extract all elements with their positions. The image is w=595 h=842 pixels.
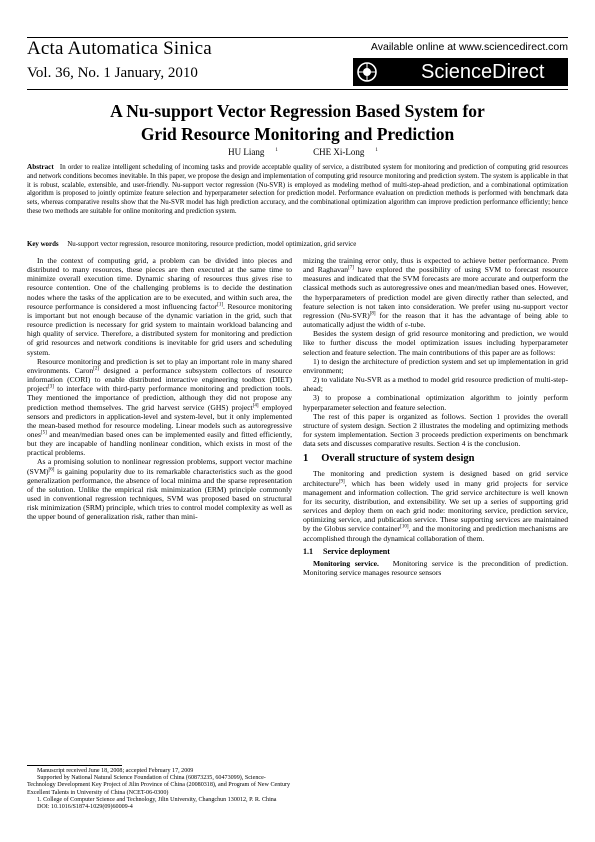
section-number: 1 — [303, 453, 309, 465]
body-paragraph: As a promising solution to nonlinear regression problems, support vector machine (SVM)[6] is gaining popularity due to its remarkable characteristics such as the good generalization performance, the absence of local minima and the sparse representation of the solution. Unlike the empirical risk minimization (ERM) principle commonly used in conventional regression techniques, SVM was proposed based on structural risk minimization (SRM) principle, which tries to control model complexity as well as the upper bound of generalization risk, rather than mini- — [27, 457, 292, 522]
subsection-number: 1.1 — [303, 546, 313, 556]
body-paragraph: In the context of computing grid, a problem can be divided into pieces and distributed to many resources, these pieces are then executed at the same time to minimize overall execution time. Dynamic sharing of resources thus gives rise to resource contention. One of the challenging problems is to decide the destination nodes where the tasks of the application are to be executed, and within such area, the resource performance is considered a most influencing factor[1]. Resource monitoring is important but not enough because of the dynamic variation in the grid, such that resource prediction is necessary for grid system to maintain workload balancing and high quality of service. Therefore, a distributed system for monitoring and prediction of grid resources and network conditions is inevitable for grid users and scheduling system. — [27, 256, 292, 357]
sciencedirect-mark-icon — [353, 58, 381, 86]
contribution-item: 2) to validate Nu-SVR as a method to model grid resource prediction of multi-step-ahead; — [303, 375, 568, 394]
footnote-doi: DOI: 10.1016/S1874-1029(09)60009-4 — [37, 804, 133, 811]
available-online-text: Available online at www.sciencedirect.com — [370, 41, 568, 53]
abstract-label: Abstract — [27, 163, 54, 171]
contribution-item: 3) to propose a combinational optimization algorithm to jointly perform hyperparameter selection and feature selection. — [303, 393, 568, 412]
citation-ref: [8] — [369, 311, 376, 317]
citation-ref: [1] — [217, 302, 224, 308]
paragraph-lead: Monitoring service. — [313, 558, 379, 568]
citation-ref: [3] — [48, 384, 54, 390]
right-column — [303, 256, 568, 577]
citation-ref: [5] — [40, 430, 47, 436]
footnote-affiliation: 1. College of Computer Science and Technology, Jilin University, Changchun 130012, P. R. China — [37, 796, 277, 803]
paper-title-line: A Nu-support Vector Regression Based System for — [110, 101, 485, 121]
header-bottom-rule — [27, 89, 568, 90]
body-paragraph: The monitoring and prediction system is designed based on grid service architecture[9], which has been widely used in many grid projects for service management and information collection. The grid service architecture is well known for its security, distribution, and extensibility. We set up a series of supporting grid services and deploy them on each grid node: monitoring service, prediction service, optimizing service, and publication service. These supporting services are maintained by the Globus service container[10], and the monitoring and prediction mechanisms are accomplished through the dynamical collaboration of them. — [303, 469, 568, 543]
body-paragraph: Besides the system design of grid resource monitoring and prediction, we would like to further discuss the model optimization issues including hyperparameter selection and feature selection. The main contributions of this paper are as follows: — [303, 329, 568, 357]
keywords-label: Key words — [27, 241, 59, 248]
footnote-received: Manuscript received June 18, 2008; accepted February 17, 2009 — [37, 768, 194, 774]
abstract-text: In order to realize intelligent scheduling of incoming tasks and provide acceptable quality of service, a distributed system for monitoring and prediction of computing grid resources and network conditions becomes inevitable. In this paper, we propose the design and implementation of computing grid resource monitoring and prediction system. The system is applicable in that it is robust, scalable, extensible, and user-friendly. Nu-support vector regression (Nu-SVR) is employed as modeling method of multi-step-ahead prediction, and a combinational optimization algorithm is proposed to jointly optimize feature selection and hyperparameter selection for prediction model. Performance evaluation on prediction methods is performed with benchmark data sets, whereas comparative results show that the Nu-SVR model has high prediction accuracy, and the combinational optimization algorithm can improve prediction performance efficiently; hence these two methods are suitable for online monitoring and prediction system. — [27, 164, 568, 215]
footnote-funding: Supported by National Natural Science Foundation of China (60873235, 60473099), Science-Technology Development Key Project of Jilin Province of China (20080318), and Program of New Century Excellent Talents in University of China (NCET-06-0300) — [27, 775, 291, 796]
author-list — [27, 147, 568, 157]
body-paragraph: The rest of this paper is organized as follows. Section 1 provides the overall structure of system design. Section 2 illustrates the modeling and optimizing methods for system implementation. Section 3 proceeds prediction experiments on benchmark data sets and discusses comparative results. Section 4 is the conclusion. — [303, 411, 568, 449]
header-top-rule — [27, 37, 568, 38]
author-name: HU Liang — [228, 147, 265, 157]
subsection-heading — [303, 547, 568, 556]
journal-volume: Vol. 36, No. 1 January, 2010 — [27, 65, 198, 81]
paragraph-text: Monitoring service is the precondition of prediction. Monitoring service manages resource sensors — [303, 558, 568, 577]
paper-title — [27, 100, 568, 146]
journal-header — [27, 38, 568, 86]
sciencedirect-logo — [353, 58, 568, 86]
section-title: Overall structure of system design — [321, 453, 475, 465]
body-paragraph: Resource monitoring and prediction is set to play an important role in many shared environments. Caron[2] designed a performance subsystem collectors of resource information (CORI) to enable distributed interactive engineering toolbox (DIET) project[3] to interface with third-party performance monitoring and prediction tools. They mentioned the importance of prediction, although they did not propose any prediction method themselves. The grid harvest service (GHS) project[4] employed sensors and predictors in application-level and system-level, but it only implemented the mean-based method for resource modeling. Linear models such as autoregressive ones[5] and mean/median based ones can be implemented easily and fitted efficiently, but they are incapable of handling nonlinear condition, which exists in most of the practical problems. — [27, 356, 293, 458]
journal-title: Acta Automatica Sinica — [27, 38, 212, 59]
keywords-text: Nu-support vector regression, resource monitoring, resource prediction, model optimization, grid service — [67, 241, 357, 248]
citation-ref: [6] — [48, 467, 55, 473]
footnote-rule — [27, 765, 122, 766]
citation-ref: [4] — [252, 402, 259, 408]
citation-ref: [2] — [93, 366, 100, 372]
author-affiliation-mark: 1 — [275, 148, 278, 153]
author-name: CHE Xi-Long — [313, 147, 365, 157]
body-paragraph: mizing the training error only, thus is expected to achieve better performance. Prem and Raghavan[7] have explored the possibility of using SVM to forecast resource measures and indicated that the SVM forecasts are more accurate and outperform the classical methods such as autoregressive ones and mean/median based ones. However, the hyperparameters of prediction model are given directly rather than selected, and feature selection is not taken into consideration. We prefer using nu-support vector regression (Nu-SVR)[8] for the reason that it has the advantage of being able to automatically adjust the width of ε-tube. — [303, 256, 568, 330]
keywords — [27, 241, 568, 250]
footnotes — [27, 765, 292, 811]
contribution-item: 1) to design the architecture of prediction system and set up implementation in grid environment; — [303, 356, 568, 375]
author-affiliation-mark: 1 — [375, 148, 378, 153]
author — [217, 147, 278, 157]
subsection-title: Service deployment — [323, 546, 390, 556]
citation-ref: [9] — [338, 479, 345, 485]
author — [302, 147, 378, 157]
citation-ref: [7] — [348, 265, 354, 271]
citation-ref: [10] — [400, 524, 409, 530]
body-paragraph — [303, 559, 568, 577]
section-heading — [303, 454, 568, 463]
abstract — [27, 163, 568, 217]
left-column — [27, 256, 292, 522]
sciencedirect-wordmark: ScienceDirect — [421, 60, 545, 83]
paper-title-line: Grid Resource Monitoring and Prediction — [140, 124, 455, 144]
